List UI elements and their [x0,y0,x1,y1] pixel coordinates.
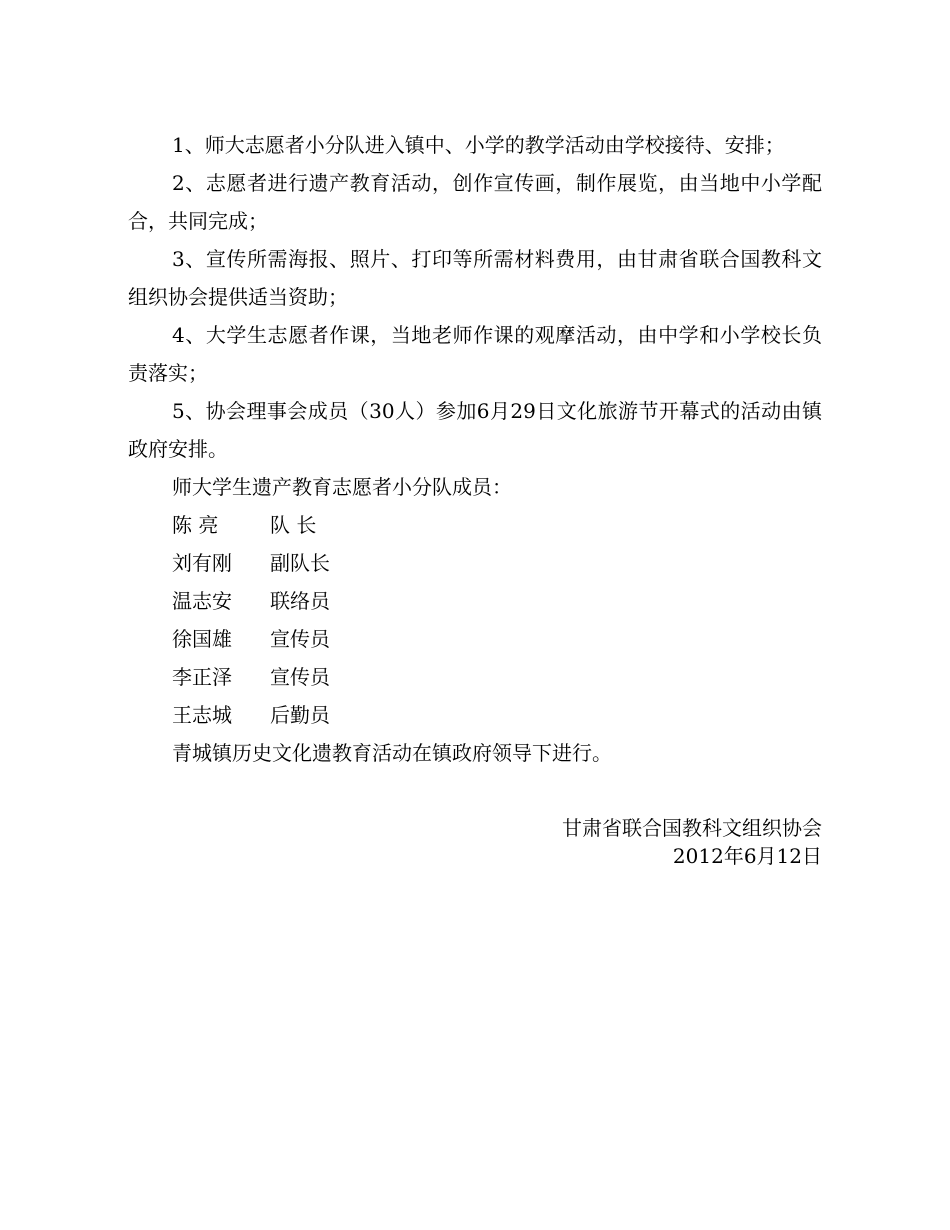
item-5: 5、协会理事会成员（30人）参加6月29日文化旅游节开幕式的活动由镇政府安排。 [128,399,822,461]
member-role: 副队长 [270,551,330,575]
signature-block [562,814,822,870]
item-3: 3、宣传所需海报、照片、打印等所需材料费用，由甘肃省联合国教科文组织协会提供适当资助； [128,247,822,309]
member-role: 队 长 [270,513,317,537]
item-1: 1、师大志愿者小分队进入镇中、小学的教学活动由学校接待、安排； [172,133,785,157]
signature-organization: 甘肃省联合国教科文组织协会 [562,816,822,840]
team-heading: 师大学生遗产教育志愿者小分队成员： [172,475,512,499]
member-role: 后勤员 [270,703,330,727]
team-member [128,544,822,582]
document-body [128,126,822,772]
signature-date: 2012年6月12日 [672,844,822,868]
closing-statement: 青城镇历史文化遗教育活动在镇政府领导下进行。 [172,741,612,765]
member-name: 王志城 [172,703,232,727]
team-member [128,506,822,544]
team-member [128,582,822,620]
team-member [128,658,822,696]
member-name: 刘有刚 [172,551,232,575]
team-member [128,696,822,734]
member-name: 李正泽 [172,665,232,689]
member-role: 宣传员 [270,627,330,651]
member-name: 陈 亮 [172,513,219,537]
member-role: 联络员 [270,589,330,613]
item-4: 4、大学生志愿者作课，当地老师作课的观摩活动，由中学和小学校长负责落实； [128,323,822,385]
member-role: 宣传员 [270,665,330,689]
member-name: 温志安 [172,589,232,613]
item-2: 2、志愿者进行遗产教育活动，创作宣传画，制作展览，由当地中小学配合，共同完成； [128,171,822,233]
team-member [128,620,822,658]
member-name: 徐国雄 [172,627,232,651]
